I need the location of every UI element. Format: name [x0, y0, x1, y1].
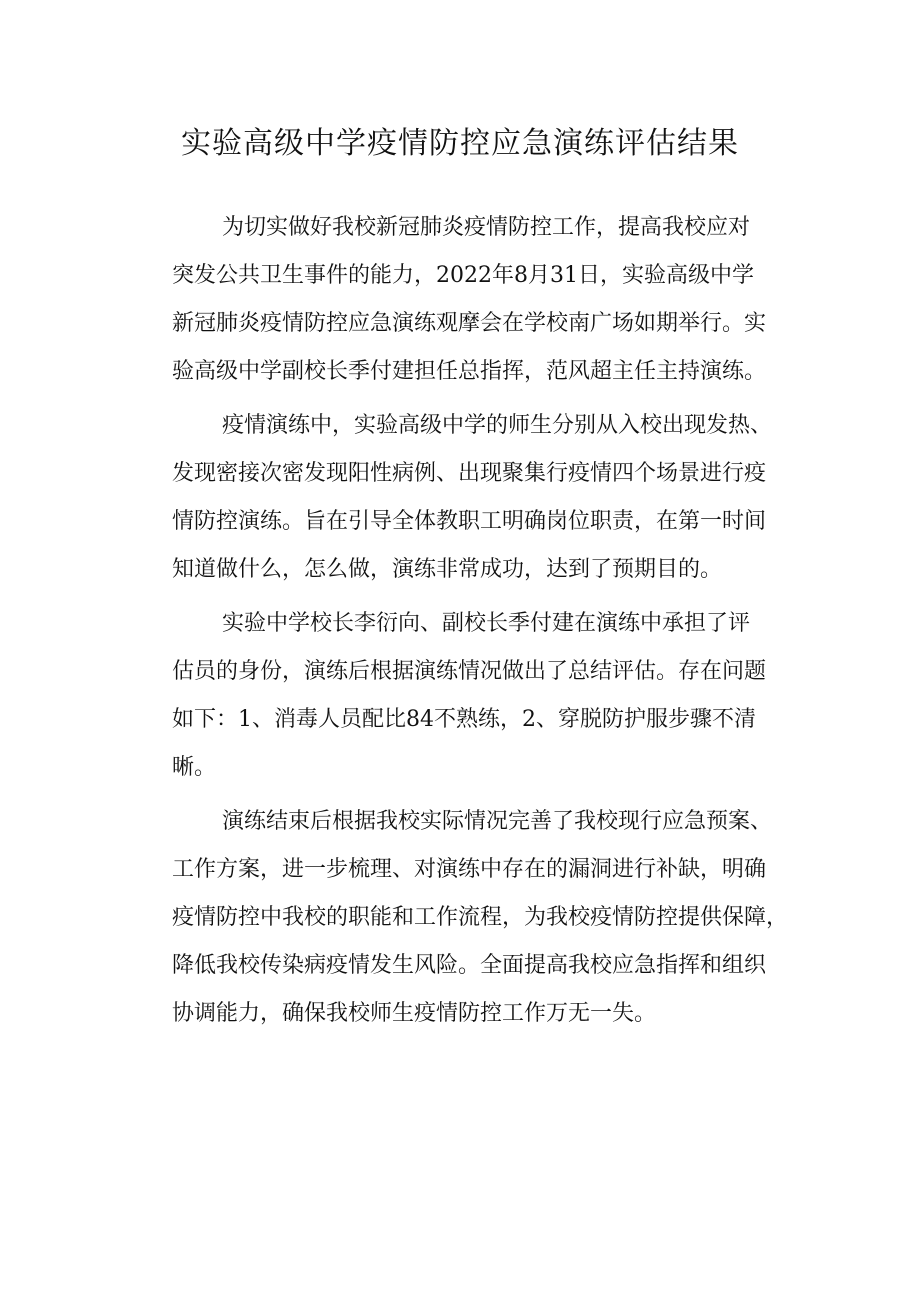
document-title: 实验高级中学疫情防控应急演练评估结果 — [181, 126, 739, 161]
paragraph-3 — [172, 600, 767, 792]
paragraph-line: 为切实做好我校新冠肺炎疫情防控工作，提高我校应对 — [222, 215, 751, 240]
paragraph-2 — [172, 402, 773, 594]
paragraph-line: 晰。 — [172, 755, 217, 780]
paragraph-1 — [172, 204, 767, 396]
paragraph-line: 验高级中学副校长季付建担任总指挥，范风超主任主持演练。 — [172, 359, 767, 384]
paragraph-line: 情防控演练。旨在引导全体教职工明确岗位职责，在第一时间 — [172, 509, 767, 534]
paragraph-line: 新冠肺炎疫情防控应急演练观摩会在学校南广场如期举行。实 — [172, 311, 767, 336]
paragraph-line: 演练结束后根据我校实际情况完善了我校现行应急预案、 — [222, 809, 773, 834]
paragraph-line: 降低我校传染病疫情发生风险。全面提高我校应急指挥和组织 — [172, 953, 767, 978]
paragraph-line: 发现密接次密发现阳性病例、出现聚集行疫情四个场景进行疫 — [172, 461, 767, 486]
paragraph-line: 知道做什么，怎么做，演练非常成功，达到了预期目的。 — [172, 557, 723, 582]
paragraph-line: 疫情演练中，实验高级中学的师生分别从入校出现发热、 — [222, 413, 773, 438]
document-body — [172, 204, 789, 1044]
paragraph-line: 实验中学校长李衍向、副校长季付建在演练中承担了评 — [222, 611, 751, 636]
paragraph-line: 估员的身份，演练后根据演练情况做出了总结评估。存在问题 — [172, 659, 767, 684]
paragraph-line: 疫情防控中我校的职能和工作流程，为我校疫情防控提供保障， — [172, 905, 789, 930]
paragraph-line: 如下：1、消毒人员配比84不熟练，2、穿脱防护服步骤不清 — [172, 707, 756, 732]
paragraph-line: 突发公共卫生事件的能力，2022年8月31日，实验高级中学 — [172, 263, 754, 288]
paragraph-4 — [172, 798, 789, 1038]
paragraph-line: 协调能力，确保我校师生疫情防控工作万无一失。 — [172, 1001, 657, 1026]
paragraph-line: 工作方案，进一步梳理、对演练中存在的漏洞进行补缺，明确 — [172, 857, 767, 882]
